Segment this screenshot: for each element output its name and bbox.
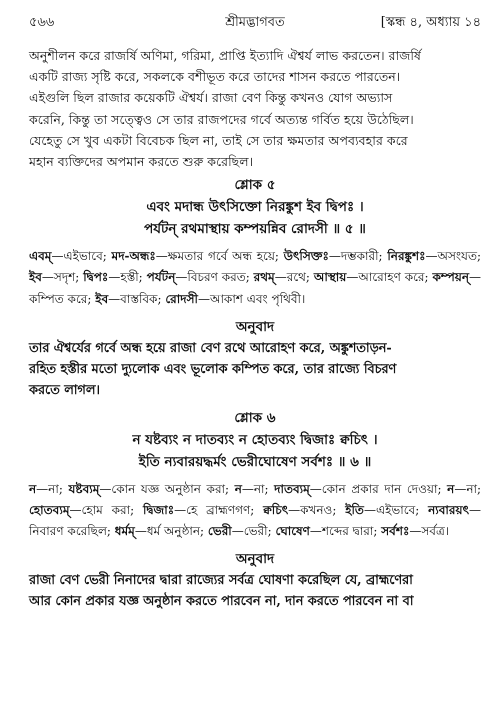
verse-5-translation [29,338,481,401]
synonym-gloss: —বিচরণ করত; [175,270,254,285]
synonym-gloss: —ভেরী; [231,524,276,539]
synonym-term: হোতব্যম্ [29,503,70,518]
verse-line: ইতি ন্যবারয়দ্ধর্মং ভেরীঘোষেণ সর্বশঃ ॥ ৬ ॥ [138,453,372,470]
synonym-term: কম্পয়ন্ [432,270,469,285]
page-number: ৫৬৬ [29,15,55,30]
synonym-term: আস্থায় [313,270,347,285]
text-line: মহান ব্যক্তিদের অপমান করতে শুরু করেছিল। [29,154,254,170]
verse-line: ন যষ্টব্যং ন দাতব্যং ন হোতব্যং দ্বিজাঃ ক্বচিৎ । [132,431,378,448]
verse-line: পর্যটন্ রথমাস্থায় কম্পয়ন্নিব রোদসী ॥ ৫ ॥ [144,221,366,238]
synonym-gloss: —না; [36,481,69,496]
synonym-gloss: —অসংযত; [425,249,481,264]
synonym-gloss: —ক্ষমতার গর্বে অন্ধ হয়ে; [155,249,284,264]
synonym-gloss: —হোম করা; [69,503,143,518]
synonym-term: ন্যবারয়ৎ [428,503,469,518]
verse-line: এবং মদান্ধ উৎসিক্তো নিরঙ্কুশ ইব দ্বিপঃ । [146,199,364,216]
synonym-gloss: —সর্বত্র। [409,524,450,539]
translation-line: তার ঐশ্বর্যের গর্বে অন্ধ হয়ে রাজা বেণ রথে আরোহণ করে, অঙ্কুশতাড়ন- [29,340,392,356]
running-header [29,14,481,32]
verse-6-translation-heading: অনুবাদ [235,551,275,568]
synonym-term: যষ্টব্যম্ [68,481,100,496]
translation-line: আর কোন প্রকার যজ্ঞ অনুষ্ঠান করতে পারবেন না, দান করতে পারবেন না বা [29,594,414,610]
synonym-gloss: —আকাশ এবং পৃথিবী। [197,291,306,306]
synonym-term: রোদসী [165,291,198,306]
verse-5-text [29,196,481,240]
synonym-term: রথম্ [253,270,275,285]
synonym-gloss: —এইভাবে; [51,249,112,264]
synonym-gloss: —দম্ভকারী; [328,249,388,264]
synonym-term: উৎসিক্তঃ [283,249,329,264]
synonym-gloss: —কোন প্রকার দান দেওয়া; [309,481,448,496]
synonym-term: ঘোষেণ [275,524,310,539]
synonym-term: দ্বিজাঃ [142,503,175,518]
synonym-term: ইব [29,270,42,285]
synonym-gloss: —কোন যজ্ঞ অনুষ্ঠান করা; [99,481,235,496]
synonym-gloss: —বাস্তবিক; [108,291,166,306]
synonym-term: এবম্ [29,249,52,264]
synonym-term: ধর্মম্ [114,524,135,539]
synonym-gloss: —কম্পিত করে; [29,270,481,306]
synonym-term: দাতব্যম্ [274,481,310,496]
synonym-term: সর্বশঃ [381,524,410,539]
synonym-gloss: —হে ব্রাহ্মণগণ; [174,503,264,518]
purport-continuation [29,45,481,172]
synonym-term: ইব [95,291,109,306]
page-body [29,45,481,612]
synonym-term: ন [234,481,242,496]
synonym-term: পর্যটন্ [146,270,176,285]
synonym-term: ভেরী [207,524,232,539]
synonym-gloss: —শব্দের দ্বারা; [309,524,382,539]
synonym-gloss: —আরোহণ করে; [346,270,433,285]
verse-6-text [29,429,481,473]
synonym-gloss: —না; [241,481,275,496]
translation-line: রাজা বেণ ভেরী নিনাদের দ্বারা রাজ্যের সর্বত্র ঘোষণা করেছিল যে, ব্রাহ্মণেরা [29,573,413,589]
text-line: একটি রাজ্য সৃষ্টি করে, সকলকে বশীভূত করে তাদের শাসন করতে পারতেন। [29,69,401,85]
synonym-gloss: —হস্তী; [108,270,147,285]
synonym-term: ইতি [345,503,364,518]
synonym-gloss: —না; [454,481,481,496]
verse-5-synonyms [29,246,481,310]
verse-5-heading: শ্লোক ৫ [234,177,276,194]
verse-6-translation [29,570,481,612]
synonym-gloss: —সদৃশ; [41,270,84,285]
text-line: করেনি, কিন্তু তা সত্ত্বেও সে তার রাজপদের গর্বে অত্যন্ত গর্বিত হয়ে উঠেছিল। [29,111,414,127]
verse-6-heading: শ্লোক ৬ [234,409,276,426]
synonym-term: দ্বিপঃ [83,270,109,285]
synonym-term: ন [447,481,455,496]
verse-5-translation-heading: অনুবাদ [235,318,275,335]
synonym-term: মদ-অন্ধঃ [111,249,156,264]
chapter-reference: [স্কন্ধ ৪, অধ্যায় ১৪ [380,15,481,30]
synonym-gloss: —নিবারণ করেছিল; [29,503,481,539]
verse-6-synonyms [29,479,481,543]
synonym-gloss: —এইভাবে; [363,503,429,518]
translation-line: করতে লাগল। [29,382,100,398]
synonym-gloss: —ধর্ম অনুষ্ঠান; [134,524,208,539]
synonym-term: ক্বচিৎ [263,503,289,518]
text-line: এইগুলি ছিল রাজার কয়েকটি ঐশ্বর্য। রাজা বেণ কিন্তু কখনও যোগ অভ্যাস [29,90,393,106]
synonym-term: নিরঙ্কুশঃ [387,249,426,264]
synonym-gloss: —কখনও; [288,503,346,518]
text-line: অনুশীলন করে রাজর্ষি অণিমা, গরিমা, প্রাপ্তি ইত্যাদি ঐশ্বর্য লাভ করতেন। রাজর্ষি [29,48,421,63]
text-line: যেহেতু সে খুব একটা বিবেচক ছিল না, তাই সে তার ক্ষমতার অপব্যবহার করে [29,132,408,148]
translation-line: রহিত হস্তীর মতো দ্যুলোক এবং ভূলোক কম্পিত করে, তার রাজ্যে বিচরণ [29,361,397,377]
synonym-term: ন [29,481,37,496]
synonym-gloss: —রথে; [274,270,314,285]
book-title: শ্রীমদ্ভাগবত [225,15,285,30]
